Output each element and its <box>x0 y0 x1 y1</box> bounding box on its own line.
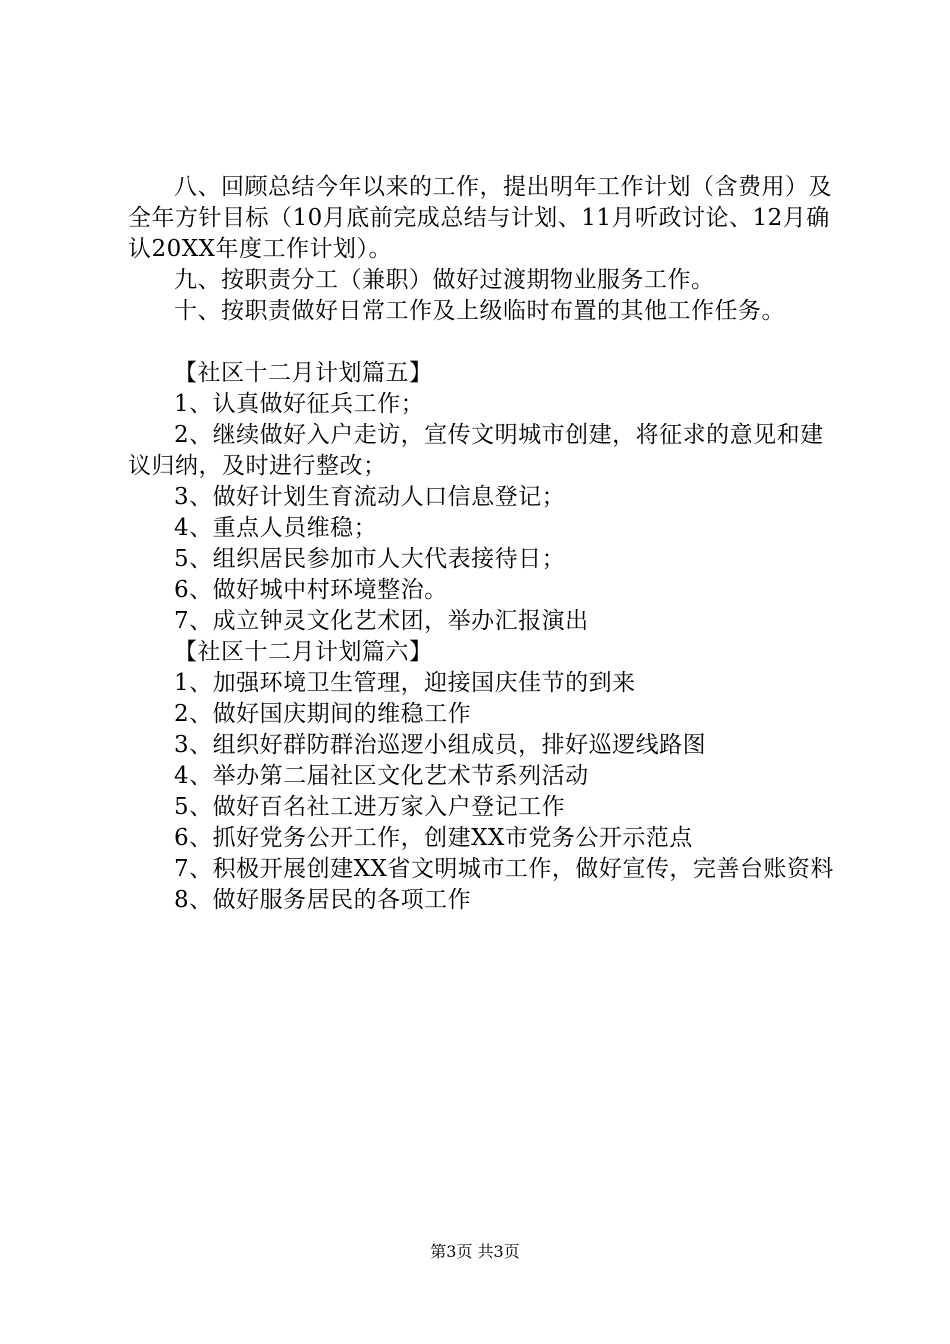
section6-item-8: 8、做好服务居民的各项工作 <box>174 887 472 913</box>
section5-item-7: 7、成立钟灵文化艺术团，举办汇报演出 <box>174 608 589 634</box>
blank-line <box>128 327 840 358</box>
section5-item-1: 1、认真做好征兵工作； <box>174 391 425 417</box>
section6-item-5: 5、做好百名社工进万家入户登记工作 <box>174 794 566 820</box>
section5-item-2: 2、继续做好入户走访，宣传文明城市创建，将征求的意见和建议归纳，及时进行整改； <box>128 422 824 479</box>
section5-item-4: 4、重点人员维稳； <box>174 515 378 541</box>
section-heading-6: 【社区十二月计划篇六】 <box>174 639 433 665</box>
page-footer: 第3页 共3页 <box>430 1242 520 1261</box>
section6-item-2: 2、做好国庆期间的维稳工作 <box>174 701 472 727</box>
section6-item-3: 3、组织好群防群治巡逻小组成员，排好巡逻线路图 <box>174 732 707 758</box>
paragraph-item-9: 九、按职责分工（兼职）做好过渡期物业服务工作。 <box>174 267 715 293</box>
document-body <box>128 172 840 916</box>
section5-item-6: 6、做好城中村环境整治。 <box>174 577 448 603</box>
paragraph-item-8: 八、回顾总结今年以来的工作，提出明年工作计划（含费用）及全年方针目标（10月底前完成总结与计划、11月听政讨论、12月确认20XX年度工作计划）。 <box>128 174 832 262</box>
section6-item-7: 7、积极开展创建XX省文明城市工作，做好宣传，完善台账资料 <box>174 856 834 882</box>
section6-item-4: 4、举办第二届社区文化艺术节系列活动 <box>174 763 589 789</box>
section-heading-5: 【社区十二月计划篇五】 <box>174 360 433 386</box>
section5-item-5: 5、组织居民参加市人大代表接待日； <box>174 546 566 572</box>
section5-item-3: 3、做好计划生育流动人口信息登记； <box>174 484 566 510</box>
section6-item-6: 6、抓好党务公开工作，创建XX市党务公开示范点 <box>174 825 693 851</box>
paragraph-item-10: 十、按职责做好日常工作及上级临时布置的其他工作任务。 <box>174 298 785 324</box>
section6-item-1: 1、加强环境卫生管理，迎接国庆佳节的到来 <box>174 670 636 696</box>
